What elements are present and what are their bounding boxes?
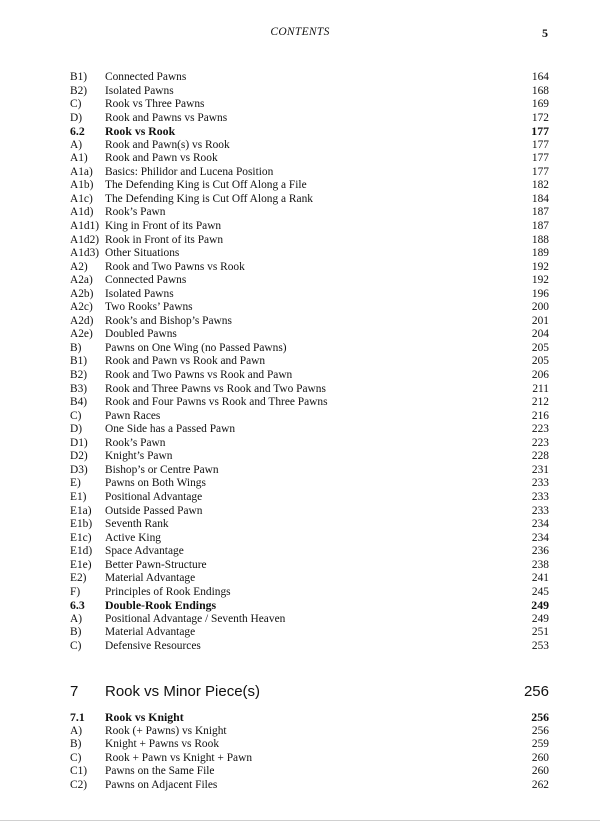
toc-entry-title: Rook and Four Pawns vs Rook and Three Pawns: [105, 396, 328, 409]
toc-entry: [70, 342, 549, 356]
toc-entry: [70, 193, 549, 207]
toc-entry-title: Rook’s and Bishop’s Pawns: [105, 314, 232, 327]
toc-entry: [70, 85, 549, 99]
toc-entry-page: 169: [531, 98, 549, 111]
toc-entry: [70, 505, 549, 519]
toc-entry-page: 204: [531, 328, 549, 341]
chapter-heading: [70, 683, 549, 703]
toc-entry-title: Rook’s Pawn: [105, 436, 166, 449]
toc-entry-title: Pawn Races: [105, 409, 161, 422]
toc-entry: [70, 532, 549, 546]
toc-entry-title: Isolated Pawns: [105, 84, 174, 97]
toc-entry-title: Active King: [105, 531, 161, 544]
toc-entry-label: A2b): [70, 287, 94, 300]
toc-entry: [70, 559, 549, 573]
toc-entry: [70, 640, 549, 654]
toc-entry-page: 200: [531, 301, 549, 314]
toc-entry-title: Rook vs Rook: [105, 124, 176, 139]
toc-entry: [70, 328, 549, 342]
toc-entry-label: C1): [70, 765, 88, 778]
toc-entry-label: B2): [70, 84, 88, 97]
toc-entry-page: 233: [531, 477, 549, 490]
toc-entry-title: Principles of Rook Endings: [105, 585, 231, 598]
toc-entry: [70, 437, 549, 451]
toc-entry: [70, 464, 549, 478]
toc-entry-title: Outside Passed Pawn: [105, 504, 203, 517]
toc-entry: [70, 545, 549, 559]
chapter-page: 256: [523, 683, 549, 700]
toc-entry-page: 256: [531, 724, 549, 737]
toc-entry: [70, 234, 549, 248]
toc-entry: [70, 626, 549, 640]
page-number: 5: [542, 26, 548, 40]
toc-entry: [70, 396, 549, 410]
toc-entry-title: Pawns on One Wing (no Passed Pawns): [105, 341, 287, 354]
toc-entry-label: D): [70, 423, 83, 436]
toc-entry-label: B): [70, 626, 82, 639]
toc-entry-title: Rook and Pawn vs Rook and Pawn: [105, 355, 266, 368]
toc-entry-label: B1): [70, 355, 88, 368]
toc-entry-page: 205: [531, 355, 549, 368]
toc-entry-label: 7.1: [70, 710, 85, 724]
toc-entry-label: A): [70, 724, 83, 737]
toc-entry: [70, 725, 549, 739]
toc-entry: [70, 206, 549, 220]
toc-entry: [70, 586, 549, 600]
toc-entry-page: 223: [531, 436, 549, 449]
toc-entry-page: 253: [531, 639, 549, 652]
chapter-title: Rook vs Minor Piece(s): [105, 683, 261, 700]
toc-section-heading: [70, 711, 549, 725]
toc-entry-title: The Defending King is Cut Off Along a Rank: [105, 192, 313, 205]
toc-section-heading: [70, 125, 549, 139]
toc-entry-page: 262: [531, 778, 549, 791]
toc-entry-title: King in Front of its Pawn: [105, 220, 222, 233]
toc-entry-label: E1c): [70, 531, 92, 544]
toc-entry: [70, 738, 549, 752]
toc-entry-title: One Side has a Passed Pawn: [105, 423, 236, 436]
toc-entry-page: 216: [531, 409, 549, 422]
toc-entry-label: D1): [70, 436, 88, 449]
toc-entry-title: Rook’s Pawn: [105, 206, 166, 219]
toc-entry-page: 192: [531, 260, 549, 273]
toc-entry: [70, 220, 549, 234]
toc-entry: [70, 383, 549, 397]
toc-entry-page: 228: [531, 450, 549, 463]
toc-entry-title: Material Advantage: [105, 626, 196, 639]
toc-entry-page: 192: [531, 274, 549, 287]
toc-entry-label: A2d): [70, 314, 94, 327]
toc-entry-label: E1b): [70, 518, 93, 531]
toc-entry-title: Pawns on the Same File: [105, 765, 215, 778]
toc-entry-page: 189: [531, 247, 549, 260]
toc-entry-label: D3): [70, 463, 88, 476]
toc-entry: [70, 71, 549, 85]
toc-entry-label: C): [70, 98, 82, 111]
toc-entry-label: A1b): [70, 179, 94, 192]
toc-entry-label: A): [70, 138, 83, 151]
toc-entry-title: The Defending King is Cut Off Along a File: [105, 179, 307, 192]
toc-entry-page: 260: [531, 751, 549, 764]
toc-entry-label: A2a): [70, 274, 93, 287]
toc-entry-title: Space Advantage: [105, 545, 184, 558]
toc-entry-title: Rook vs Knight: [105, 710, 184, 724]
toc-entry-title: Defensive Resources: [105, 639, 201, 652]
toc-entry-page: 172: [531, 111, 549, 124]
toc-entry-page: 177: [531, 165, 549, 178]
toc-entry-title: Double-Rook Endings: [105, 598, 217, 613]
toc-entry-page: 177: [531, 152, 549, 165]
toc-entry-page: 182: [531, 179, 549, 192]
toc-entry-label: A2c): [70, 301, 93, 314]
toc-entry: [70, 301, 549, 315]
toc-entry-page: 211: [532, 382, 549, 395]
toc-entry-title: Rook in Front of its Pawn: [105, 233, 224, 246]
toc-entry-label: B2): [70, 369, 88, 382]
toc-entry-title: Rook and Two Pawns vs Rook and Pawn: [105, 369, 293, 382]
toc-entry: [70, 410, 549, 424]
toc-entry: [70, 765, 549, 779]
toc-entry-page: 231: [531, 463, 549, 476]
toc-entry-label: A): [70, 612, 83, 625]
toc-entry-title: Doubled Pawns: [105, 328, 177, 341]
toc-entry-page: 188: [531, 233, 549, 246]
toc-entry-label: E1): [70, 490, 87, 503]
toc-entry-title: Pawns on Adjacent Files: [105, 778, 218, 791]
toc-entry-label: C2): [70, 778, 88, 791]
toc-entry-label: B3): [70, 382, 88, 395]
toc-entry: [70, 491, 549, 505]
toc-entry-title: Knight’s Pawn: [105, 450, 173, 463]
toc-entry: [70, 315, 549, 329]
bottom-rule: [0, 820, 600, 821]
toc-entry-label: 6.3: [70, 598, 85, 613]
toc-entry-page: 205: [531, 341, 549, 354]
toc-entry-title: Bishop’s or Centre Pawn: [105, 463, 219, 476]
toc-entry-label: B): [70, 738, 82, 751]
toc-entry: [70, 179, 549, 193]
toc-entry-page: 206: [531, 369, 549, 382]
toc-entry-label: A1d3): [70, 247, 100, 260]
toc-entry: [70, 247, 549, 261]
toc-entry-page: 233: [531, 490, 549, 503]
toc-entry-title: Rook and Pawn vs Rook: [105, 152, 218, 165]
toc-entry: [70, 613, 549, 627]
toc-entry-page: 177: [531, 138, 549, 151]
toc-entry-title: Basics: Philidor and Lucena Position: [105, 165, 274, 178]
chapter-number: 7: [70, 683, 79, 700]
toc-entry-label: 6.2: [70, 124, 85, 139]
toc-entry: [70, 274, 549, 288]
toc-entry-page: 241: [531, 572, 549, 585]
toc-entry-title: Rook and Pawn(s) vs Rook: [105, 138, 230, 151]
toc-entry: [70, 450, 549, 464]
toc-entry-label: E1a): [70, 504, 92, 517]
toc-entry-page: 168: [531, 84, 549, 97]
toc-entry-page: 245: [531, 585, 549, 598]
toc-entry-title: Rook and Two Pawns vs Rook: [105, 260, 245, 273]
toc-entry-page: 177: [531, 124, 549, 139]
toc-entry-title: Rook and Pawns vs Pawns: [105, 111, 228, 124]
toc-entry-label: C): [70, 409, 82, 422]
toc-entry-page: 251: [531, 626, 549, 639]
toc-entry-page: 256: [531, 710, 549, 724]
toc-entry-page: 236: [531, 545, 549, 558]
toc-entry-title: Connected Pawns: [105, 71, 187, 83]
toc-entry-page: 201: [531, 314, 549, 327]
toc-entry: [70, 166, 549, 180]
toc-entry-title: Rook and Three Pawns vs Rook and Two Pawns: [105, 382, 326, 395]
toc-entry: [70, 779, 549, 793]
running-head: [0, 26, 600, 42]
toc-section-7: [70, 711, 549, 792]
toc-entry-title: Other Situations: [105, 247, 180, 260]
toc-entry-label: E2): [70, 572, 87, 585]
running-title: CONTENTS: [270, 26, 330, 38]
toc-entry-page: 187: [531, 206, 549, 219]
toc-entry: [70, 572, 549, 586]
toc-entry-title: Better Pawn-Structure: [105, 558, 207, 571]
toc-entry-title: Positional Advantage / Seventh Heaven: [105, 612, 286, 625]
toc-entry-label: B1): [70, 71, 88, 83]
toc-entry: [70, 112, 549, 126]
toc-entry-page: 184: [531, 192, 549, 205]
toc-entry-label: E1e): [70, 558, 92, 571]
toc-entry-page: 196: [531, 287, 549, 300]
toc-entry: [70, 288, 549, 302]
toc-entry-page: 234: [531, 518, 549, 531]
toc-entry-page: 187: [531, 220, 549, 233]
toc-entry-title: Isolated Pawns: [105, 287, 174, 300]
toc-entry-label: C): [70, 751, 82, 764]
toc-entry-page: 249: [531, 598, 549, 613]
toc-entry-label: A1a): [70, 165, 93, 178]
toc-entry-label: B4): [70, 396, 88, 409]
toc-entry-title: Material Advantage: [105, 572, 196, 585]
toc-entry-label: A1d2): [70, 233, 100, 246]
toc-entry-label: A1d): [70, 206, 94, 219]
toc-entry-title: Rook vs Three Pawns: [105, 98, 205, 111]
toc-entry: [70, 98, 549, 112]
toc-section-6: [70, 71, 549, 654]
toc-entry-label: B): [70, 341, 82, 354]
toc-entry-page: 260: [531, 765, 549, 778]
toc-entry-title: Rook + Pawn vs Knight + Pawn: [105, 751, 253, 764]
toc-entry-title: Positional Advantage: [105, 490, 203, 503]
toc-entry-page: 259: [531, 738, 549, 751]
toc-entry-title: Knight + Pawns vs Rook: [105, 738, 220, 751]
toc-entry-label: A2e): [70, 328, 93, 341]
toc-entry-label: D2): [70, 450, 88, 463]
toc-entry-page: 233: [531, 504, 549, 517]
toc-entry-label: A2): [70, 260, 88, 273]
toc-entry-page: 212: [531, 396, 549, 409]
toc-entry-page: 234: [531, 531, 549, 544]
toc-entry: [70, 355, 549, 369]
toc-entry-page: 249: [531, 612, 549, 625]
toc-entry-page: 164: [531, 71, 549, 83]
toc-entry-label: F): [70, 585, 81, 598]
toc-entry: [70, 139, 549, 153]
toc-entry: [70, 752, 549, 766]
toc-entry: [70, 369, 549, 383]
toc-entry-label: E1d): [70, 545, 93, 558]
toc-section-heading: [70, 599, 549, 613]
toc-entry-title: Rook (+ Pawns) vs Knight: [105, 724, 227, 737]
toc-entry-label: E): [70, 477, 81, 490]
toc-entry: [70, 261, 549, 275]
toc-entry-title: Seventh Rank: [105, 518, 169, 531]
toc-entry: [70, 477, 549, 491]
toc-entry-title: Connected Pawns: [105, 274, 187, 287]
toc-entry-label: A1): [70, 152, 88, 165]
toc-entry-title: Two Rooks’ Pawns: [105, 301, 193, 314]
toc-entry: [70, 423, 549, 437]
toc-entry: [70, 518, 549, 532]
toc-entry-page: 238: [531, 558, 549, 571]
toc-entry-label: D): [70, 111, 83, 124]
toc-entry-label: A1c): [70, 192, 93, 205]
toc-entry-label: C): [70, 639, 82, 652]
toc-entry-page: 223: [531, 423, 549, 436]
toc-entry-label: A1d1): [70, 220, 100, 233]
toc-entry: [70, 152, 549, 166]
toc-entry-title: Pawns on Both Wings: [105, 477, 206, 490]
